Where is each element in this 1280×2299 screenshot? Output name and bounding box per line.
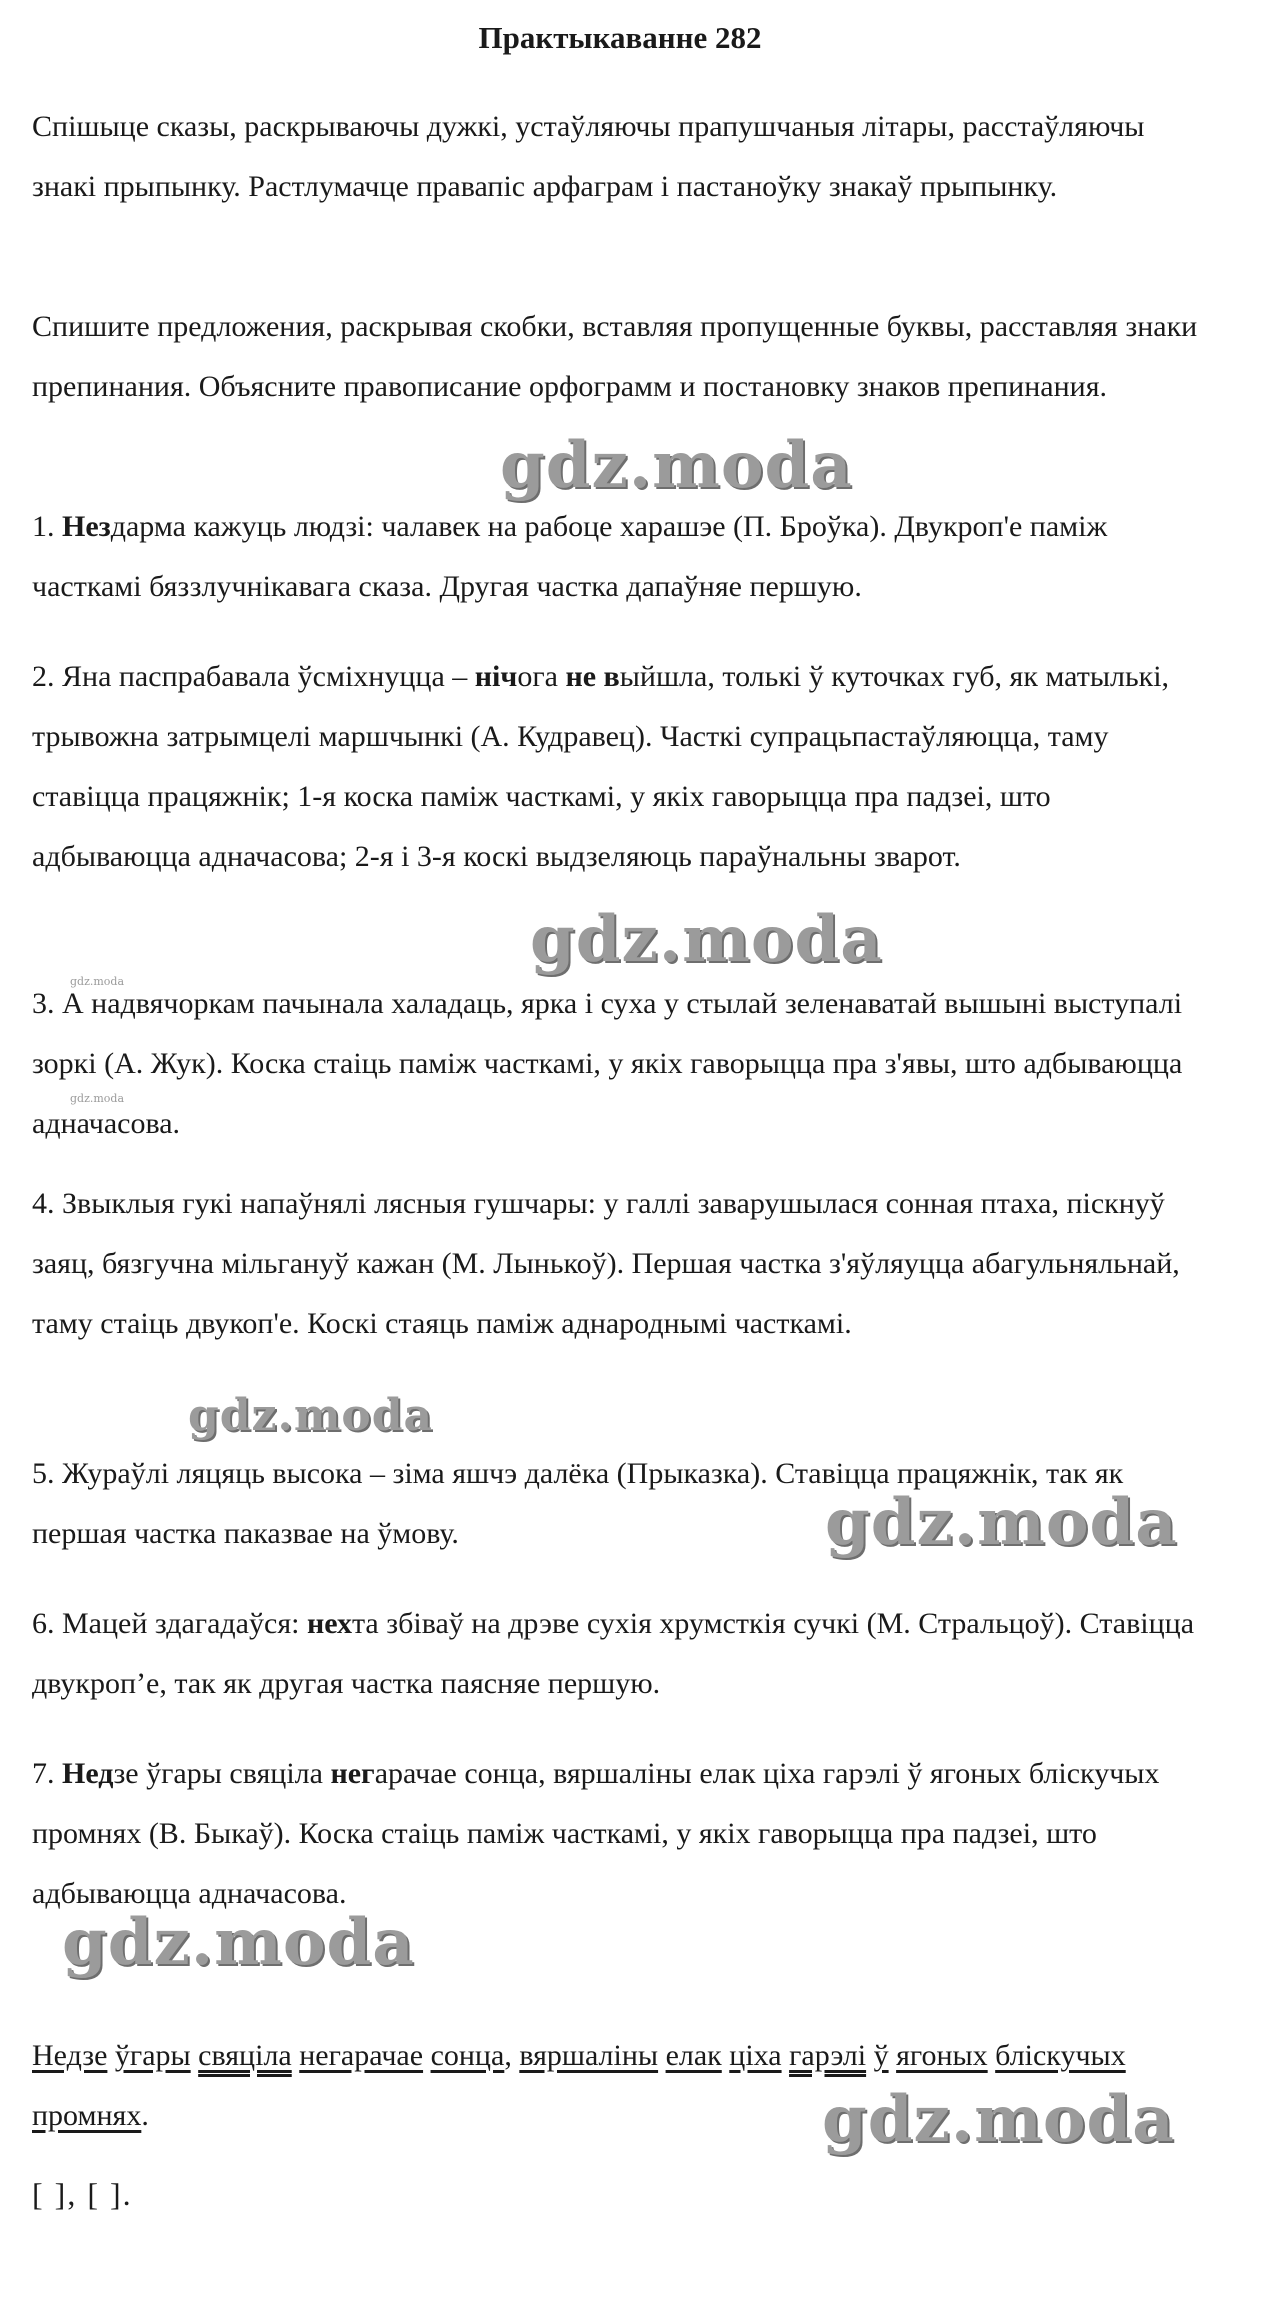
analysis-punct: , bbox=[504, 2039, 520, 2072]
analysis-word: Недзе bbox=[32, 2039, 108, 2072]
item-6-text-start: 6. Мацей здагадаўся: bbox=[32, 1607, 307, 1640]
item-4: 4. Звыклыя гукі напаўнялі лясныя гушчары: у галлі заварушылася сонная птаха, піскнуў заяц, бязгучна мільгануў кажан (М. Лынькоў). Першая частка з'яўляуцца абагульняльнай, таму стаіць двукоп'е. Коскі стаяць паміж аднароднымі часткамі. bbox=[32, 1187, 1180, 1340]
analysis-word: гарэлі bbox=[789, 2039, 867, 2072]
analysis-word: ўгары bbox=[114, 2039, 191, 2072]
item-7-number: 7. bbox=[32, 1757, 62, 1790]
analysis-word: сонца bbox=[430, 2039, 505, 2072]
item-7-bold-part-2: нег bbox=[330, 1757, 375, 1790]
watermark-small: gdz.moda bbox=[70, 975, 125, 988]
analysis-word: негарачае bbox=[299, 2039, 424, 2072]
item-6-bold-part: нех bbox=[306, 1607, 352, 1640]
item-2-bold-part-2: не в bbox=[565, 660, 620, 693]
task-belarusian: Спішыце сказы, раскрываючы дужкі, устаўляючы прапушчаныя літары, расстаўляючы знакі прыпынку. Растлумачце правапіс арфаграм і пастаноўку знакаў прыпынку. bbox=[32, 110, 1145, 203]
watermark-logo: gdz.moda bbox=[62, 1905, 415, 1980]
item-2-bold-part-1: ніч bbox=[474, 660, 518, 693]
analysis-word: свяціла bbox=[198, 2039, 292, 2072]
item-1-bold-part: Нез bbox=[62, 510, 111, 543]
item-1-number: 1. bbox=[32, 510, 62, 543]
watermark-logo: gdz.moda bbox=[500, 428, 853, 503]
analysis-word: ягоных bbox=[896, 2039, 988, 2072]
item-1-text: дарма кажуць людзі: чалавек на рабоце харашэе (П. Броўка). Двукроп'е паміж часткамі бяззлучнікавага сказа. Другая частка дапаўняе першую. bbox=[32, 510, 1108, 603]
analysis-punct: . bbox=[141, 2099, 149, 2132]
analysis-word: промнях bbox=[32, 2099, 142, 2132]
item-6-text-end: та збіваў на дрэве сухія хрумсткія сучкі (М. Стральцоў). Ставіцца двукроп’е, так як другая частка паясняе першую. bbox=[32, 1607, 1195, 1700]
item-2-text-end: ыйшла, толькі ў куточках губ, як матылькі, трывожна затрымцелі маршчынкі (А. Кудравец). Часткі супрацьпастаўляюцца, таму ставіцца працяжнік; 1-я коска паміж часткамі, у якіх гаворыцца пра падзеі, што адбываюцца адначасова; 2-я і 3-я коскі выдзеляюць параўнальны зварот. bbox=[32, 660, 1170, 873]
item-2 bbox=[32, 647, 1212, 887]
item-1 bbox=[32, 497, 1212, 617]
analysis-word: ціха bbox=[729, 2039, 782, 2072]
item-5: 5. Жураўлі ляцяць высока – зіма яшчэ далёка (Прыказка). Ставіцца працяжнік, так як першая частка паказвае на ўмову. bbox=[32, 1457, 1124, 1550]
item-7-text-end: арачае сонца, вяршаліны елак ціха гарэлі ў ягоных бліскучых промнях (В. Быкаў). Коска стаіць паміж часткамі, у якіх гаворыцца пра падзеі, што адбываюцца адначасова. bbox=[32, 1757, 1160, 1910]
item-2-number: 2. bbox=[32, 660, 62, 693]
analysis-word: елак bbox=[665, 2039, 722, 2072]
analysis-word: вяршаліны bbox=[519, 2039, 659, 2072]
watermark-logo: gdz.moda bbox=[825, 1485, 1178, 1560]
watermark-logo: gdz.moda bbox=[530, 902, 883, 977]
item-7 bbox=[32, 1744, 1212, 1924]
item-2-text-middle: ога bbox=[517, 660, 566, 693]
watermark-logo: gdz.moda bbox=[188, 1390, 434, 1441]
analysis-word: бліскучых bbox=[995, 2039, 1126, 2072]
item-2-text-start: Яна паспрабавала ўсміхнуцца – bbox=[62, 660, 475, 693]
watermark-small: gdz.moda bbox=[70, 1092, 125, 1105]
item-3: 3. А надвячоркам пачынала халадаць, ярка і суха у стылай зеленаватай вышыні выступалі зоркі (А. Жук). Коска стаіць паміж часткамі, у якіх гаворыцца пра з'явы, што адбываюцца адначасова. bbox=[32, 987, 1183, 1140]
analysis-word: ў bbox=[873, 2039, 889, 2072]
task-russian: Спишите предложения, раскрывая скобки, вставляя пропущенные буквы, расставляя знаки препинания. Объясните правописание орфограмм и постановку знаков препинания. bbox=[32, 310, 1198, 403]
item-7-bold-part-1: Нед bbox=[62, 1757, 114, 1790]
page-title: Практыкаванне 282 bbox=[478, 20, 762, 55]
sentence-scheme: [ ], [ ]. bbox=[32, 2176, 133, 2212]
item-6 bbox=[32, 1594, 1212, 1714]
item-7-text-middle: зе ўгары свяціла bbox=[113, 1757, 331, 1790]
watermark-logo: gdz.moda bbox=[822, 2082, 1175, 2157]
